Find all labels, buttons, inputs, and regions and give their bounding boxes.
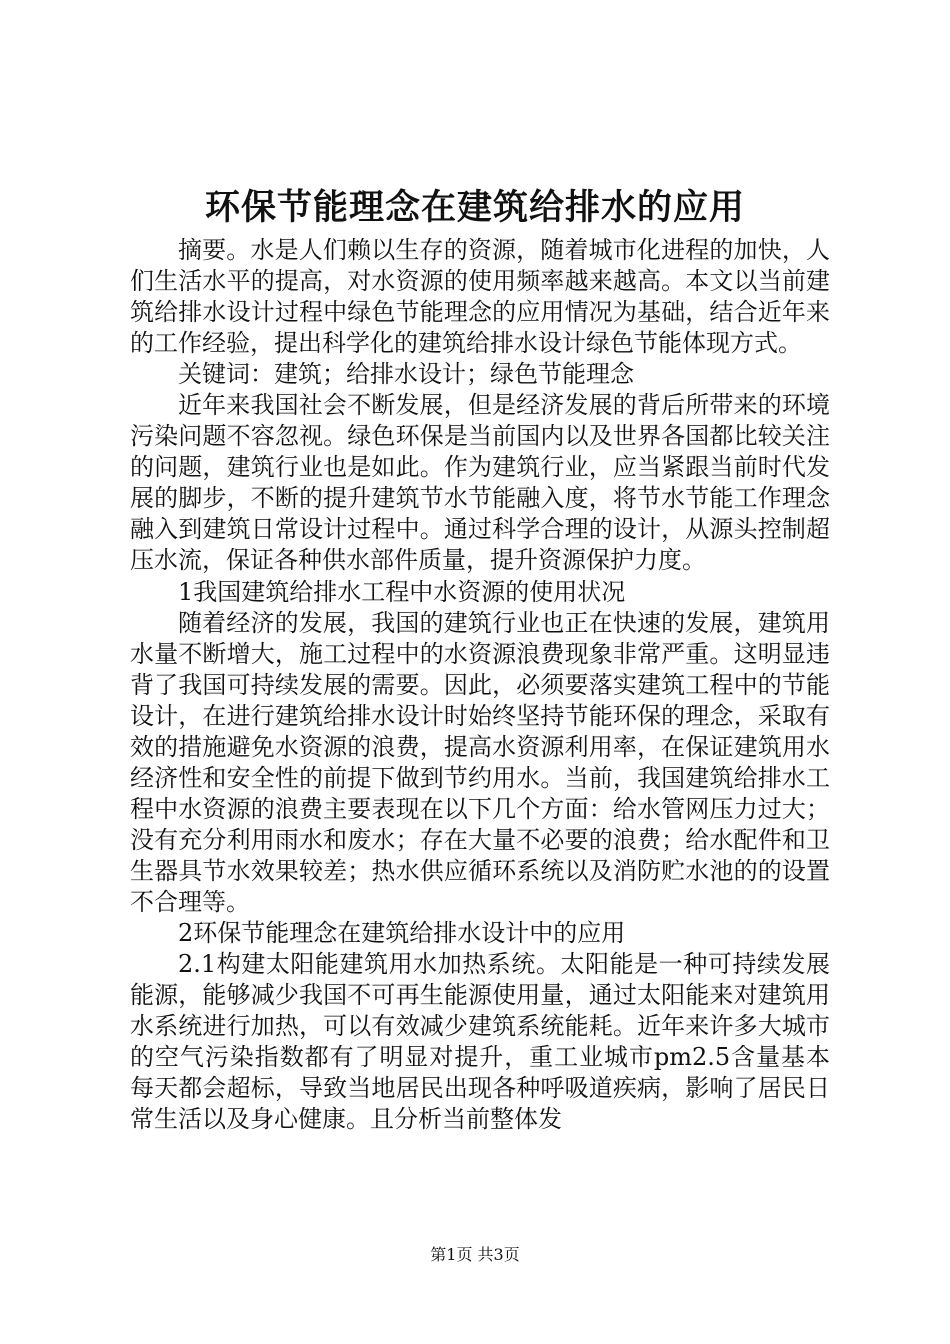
document-title: 环保节能理念在建筑给排水的应用 [204, 187, 745, 228]
page-number-footer: 第1页 共3页 [430, 1245, 520, 1264]
section-2-1-paragraph: 2.1构建太阳能建筑用水加热系统。太阳能是一种可持续发展能源，能够减少我国不可再生能源使用量，通过太阳能来对建筑用水系统进行加热，可以有效减少建筑系统能耗。近年来许多大城市的空气污染指数都有了明显对提升，重工业城市pm2.5含量基本每天都会超标，导致当地居民出现各种呼吸道疾病，影响了居民日常生活以及身心健康。且分析当前整体发 [130, 950, 830, 1134]
keywords-line: 关键词：建筑；给排水设计；绿色节能理念 [178, 360, 634, 389]
abstract-paragraph: 摘要。水是人们赖以生存的资源，随着城市化进程的加快，人们生活水平的提高，对水资源的使用频率越来越高。本文以当前建筑给排水设计过程中绿色节能理念的应用情况为基础，结合近年来的工作经验，提出科学化的建筑给排水设计绿色节能体现方式。 [130, 236, 830, 358]
section-2-heading: 2环保节能理念在建筑给排水设计中的应用 [178, 919, 626, 948]
intro-paragraph: 近年来我国社会不断发展，但是经济发展的背后所带来的环境污染问题不容忽视。绿色环保是当前国内以及世界各国都比较关注的问题，建筑行业也是如此。作为建筑行业，应当紧跟当前时代发展的脚步，不断的提升建筑节水节能融入度，将节水节能工作理念融入到建筑日常设计过程中。通过科学合理的设计，从源头控制超压水流，保证各种供水部件质量，提升资源保护力度。 [130, 391, 830, 575]
document-body [130, 235, 830, 1135]
section-1-heading: 1我国建筑给排水工程中水资源的使用状况 [178, 577, 626, 606]
section-1-paragraph: 随着经济的发展，我国的建筑行业也正在快速的发展，建筑用水量不断增大，施工过程中的水资源浪费现象非常严重。这明显违背了我国可持续发展的需要。因此，必须要落实建筑工程中的节能设计，在进行建筑给排水设计时始终坚持节能环保的理念，采取有效的措施避免水资源的浪费，提高水资源利用率，在保证建筑用水经济性和安全性的前提下做到节约用水。当前，我国建筑给排水工程中水资源的浪费主要表现在以下几个方面：给水管网压力过大；没有充分利用雨水和废水；存在大量不必要的浪费；给水配件和卫生器具节水效果较差；热水供应循环系统以及消防贮水池的的设置不合理等。 [130, 608, 830, 916]
